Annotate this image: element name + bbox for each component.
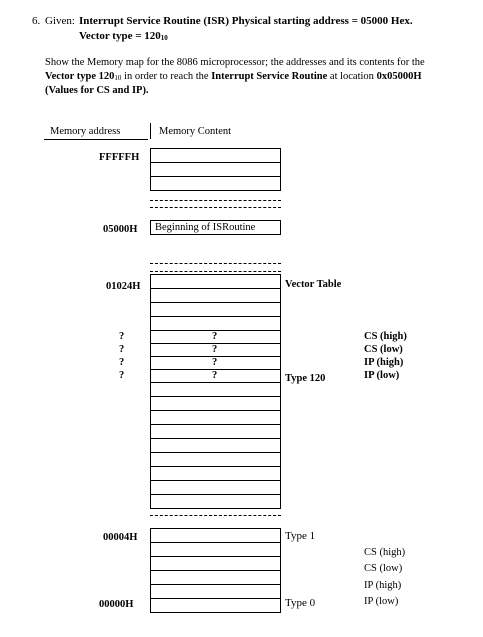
memory-cell xyxy=(150,570,281,585)
memory-cell xyxy=(150,528,281,543)
memory-cell xyxy=(150,302,281,317)
vector-type-sub: 10 xyxy=(160,34,168,42)
memory-cell xyxy=(150,274,281,289)
given-title: Interrupt Service Routine (ISR) Physical starting address = 05000 Hex. xyxy=(79,15,413,27)
byte-label-cs-high-type0: CS (high) xyxy=(364,547,406,558)
vector-type-label: Vector type = 120 xyxy=(79,30,161,42)
memory-cell xyxy=(150,542,281,557)
address-05000h: 05000H xyxy=(103,224,138,235)
given-prefix: Given: xyxy=(45,15,75,27)
address-unknown: ? xyxy=(119,370,125,381)
memory-cell xyxy=(150,288,281,303)
header-underline xyxy=(44,139,148,140)
instr-text-1: in order to reach the xyxy=(121,71,212,82)
address-00000h: 00000H xyxy=(99,599,134,610)
memory-cell xyxy=(150,584,281,599)
instruction-line-1: Show the Memory map for the 8086 microprocessor; the addresses and its contents for the xyxy=(45,57,425,68)
memory-cell xyxy=(150,316,281,331)
type120-label: Type 120 xyxy=(285,373,326,384)
instruction-line-3: (Values for CS and IP). xyxy=(45,85,149,96)
memory-cell xyxy=(150,480,281,495)
memory-cell xyxy=(150,438,281,453)
instr-vector-sub: 10 xyxy=(114,74,122,82)
vector-table-label: Vector Table xyxy=(285,279,342,290)
column-header-address: Memory address xyxy=(50,126,121,137)
byte-label-ip-high-type0: IP (high) xyxy=(364,580,402,591)
byte-label-ip-high: IP (high) xyxy=(364,357,404,368)
byte-label-ip-low-type0: IP (low) xyxy=(364,596,399,607)
content-unknown: ? xyxy=(212,357,218,368)
gap-dashed-line xyxy=(150,271,281,272)
gap-dashed-line xyxy=(150,515,281,516)
memory-cell xyxy=(150,176,281,191)
memory-cell xyxy=(150,410,281,425)
byte-label-cs-low: CS (low) xyxy=(364,344,403,355)
byte-label-ip-low: IP (low) xyxy=(364,370,400,381)
instruction-line-2 xyxy=(45,71,421,82)
address-00004h: 00004H xyxy=(103,532,138,543)
memory-cell xyxy=(150,148,281,163)
memory-cell xyxy=(150,494,281,509)
instr-address: 0x05000H xyxy=(376,71,422,82)
content-unknown: ? xyxy=(212,331,218,342)
byte-label-cs-high: CS (high) xyxy=(364,331,407,342)
instr-text-2: at location xyxy=(327,71,377,82)
address-unknown: ? xyxy=(119,357,125,368)
memory-cell xyxy=(150,452,281,467)
memory-cell xyxy=(150,382,281,397)
isr-cell-text: Beginning of ISRoutine xyxy=(155,222,256,233)
gap-dashed-line xyxy=(150,207,281,208)
type0-label: Type 0 xyxy=(285,597,316,609)
memory-cell xyxy=(150,466,281,481)
content-unknown: ? xyxy=(212,370,218,381)
memory-cell xyxy=(150,424,281,439)
type1-label: Type 1 xyxy=(285,530,316,542)
gap-dashed-line xyxy=(150,200,281,201)
memory-cell xyxy=(150,598,281,613)
memory-cell xyxy=(150,556,281,571)
address-unknown: ? xyxy=(119,344,125,355)
vector-type-given xyxy=(79,30,168,42)
gap-dashed-line xyxy=(150,263,281,264)
address-fffffh: FFFFFH xyxy=(99,152,140,163)
address-unknown: ? xyxy=(119,331,125,342)
header-divider xyxy=(150,123,151,139)
instr-isr: Interrupt Service Routine xyxy=(211,71,328,82)
instr-vector-type: Vector type 120 xyxy=(45,71,115,82)
address-01024h: 01024H xyxy=(106,281,141,292)
byte-label-cs-low-type0: CS (low) xyxy=(364,563,403,574)
content-unknown: ? xyxy=(212,344,218,355)
memory-cell xyxy=(150,396,281,411)
column-header-content: Memory Content xyxy=(159,126,232,137)
question-number: 6. xyxy=(32,15,41,27)
memory-cell xyxy=(150,162,281,177)
